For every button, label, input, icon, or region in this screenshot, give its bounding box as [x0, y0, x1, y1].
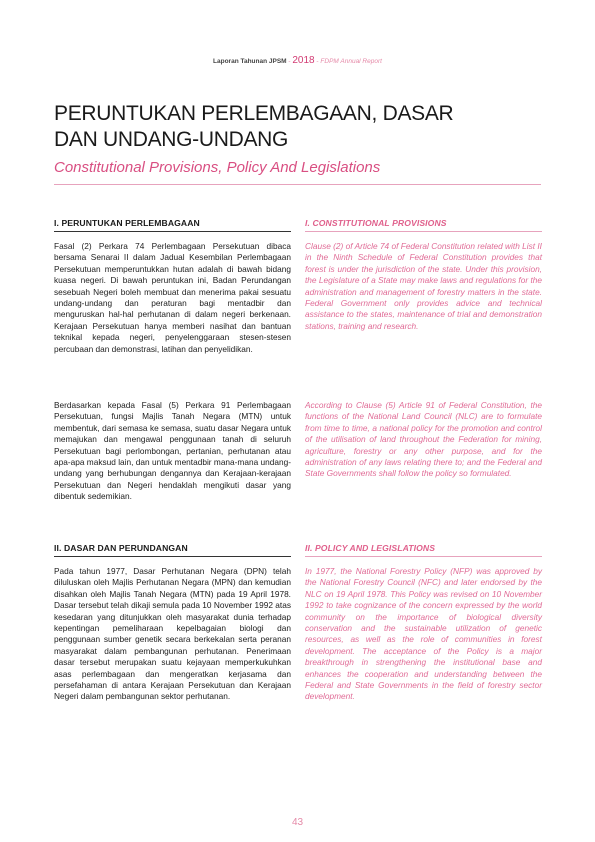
section-2-paragraph-1-en: In 1977, the National Forestry Policy (NFP) was approved by the National Forestry Council (NFC) and later endorsed by the NLC on 19 April 1978. This Policy was revised on 10 November 1992 to take cognizance of the concern expressed by the world community on the importance of biological diversity conservation and the sustainable utilization of genetic resources, as well as the role of communities in forest development. The acceptance of the Policy is a major breakthrough in strengthening the institutional base and enhances the cooperation and understanding between the Federal and State Governments in the field of forestry sector development. [305, 566, 542, 702]
section-2-heading-rule-en [305, 556, 542, 557]
section-1-paragraph-2-en-block [305, 400, 542, 480]
section-1-heading-ms: I. PERUNTUKAN PERLEMBAGAAN [54, 218, 200, 228]
section-2-paragraph-1-en-block [305, 566, 542, 703]
section-2-heading-rule [54, 556, 291, 557]
title-divider [54, 184, 541, 185]
header-year: 2018 [292, 55, 315, 66]
section-1-paragraph-2-ms-block [54, 400, 291, 503]
header-separator: - [286, 58, 293, 65]
section-1-heading-rule [54, 231, 291, 232]
section-1-paragraph-1-en-block [305, 241, 542, 332]
header-separator: - [314, 58, 321, 65]
section-1-heading-ms-block [54, 218, 291, 232]
header-report-en: FDPM Annual Report [320, 58, 382, 65]
section-1-heading-rule-en [305, 231, 542, 232]
running-header [0, 55, 595, 66]
section-1-paragraph-1-ms: Fasal (2) Perkara 74 Perlembagaan Persekutuan dibaca bersama Senarai II dalam Jadual Kesembilan Perlembagaan Persekutuan memperuntukkan hutan adalah di bawah bidang kuasa negeri. Di bawah peruntukan ini, Badan Perundangan sesebuah Negeri boleh membuat dan menerima pakai sesuatu undang-undang dan peraturan bagi mentadbir dan menguruskan hal-hal perhutanan di dalam negeri berkenaan. Kerajaan Persekutuan hanya memberi nasihat dan bantuan teknikal kepada negeri, penyelenggaraan stesen-stesen percubaan dan demonstrasi, latihan dan penyelidikan. [54, 241, 291, 354]
section-2-heading-ms-block [54, 543, 291, 557]
page-title [54, 101, 544, 153]
section-1-heading-en: I. CONSTITUTIONAL PROVISIONS [305, 218, 447, 228]
page-subtitle: Constitutional Provisions, Policy And Legislations [54, 159, 381, 176]
page-title-line-1: PERUNTUKAN PERLEMBAGAAN, DASAR [54, 102, 454, 125]
section-1-paragraph-1-en: Clause (2) of Article 74 of Federal Constitution related with List II in the Ninth Schedule of Federal Constitution provides that forest is under the jurisdiction of the state. Under this provision, the Legislature of a State may make laws and regulations for the administration and management of forestry matters in the state. Federal Government only provides advice and technical assistance to the states, maintenance of trial and demonstration stations, training and research. [305, 241, 542, 331]
section-2-paragraph-1-ms-block [54, 566, 291, 703]
page-title-line-2: DAN UNDANG-UNDANG [54, 128, 289, 151]
section-1-paragraph-2-ms: Berdasarkan kepada Fasal (5) Perkara 91 Perlembagaan Persekutuan, fungsi Majlis Tanah Negara (MTN) untuk membentuk, dari semasa ke semasa, suatu dasar Negara untuk memajukan dan mengawal penggunaan tanah di seluruh Persekutuan bagi perlombongan, pertanian, perhutanan atau apa-apa maksud lain, dan untuk mentadbir mana-mana undang-undang yang berhubungan dengannya dan Kerajaan-kerajaan Persekutuan dan Negeri hendaklah mengikuti dasar yang dibentuk sedemikian. [54, 400, 291, 502]
page-number: 43 [291, 817, 304, 828]
section-2-heading-ms: II. DASAR DAN PERUNDANGAN [54, 543, 188, 553]
section-2-heading-en: II. POLICY AND LEGISLATIONS [305, 543, 436, 553]
section-2-paragraph-1-ms: Pada tahun 1977, Dasar Perhutanan Negara (DPN) telah diluluskan oleh Majlis Perhutanan Negara (MPN) dan kemudian disahkan oleh Majlis Tanah Negara (MTN) pada 19 April 1978. Dasar tersebut telah dikaji semula pada 10 November 1992 atas kesedaran yang ditunjukkan oleh masyarakat dunia terhadap kepentingan pemeliharaan kepelbagaian biologi dan penggunaan sumber genetik secara berkekalan serta peranan masyarakat dalam pembangunan perhutanan. Penerimaan dasar tersebut merupakan suatu kejayaan memperkukuhkan asas perlembagaan dan mengeratkan kerjasama dan persefahaman di antara Kerajaan Persekutuan dan Kerajaan Negeri dalam pembangunan sektor perhutanan. [54, 566, 291, 702]
section-1-paragraph-2-en: According to Clause (5) Article 91 of Federal Constitution, the functions of the National Land Council (NLC) are to formulate from time to time, a national policy for the promotion and control of the utilisation of land throughout the Federation for mining, agriculture, forestry or any other purpose, and for the administration of any laws relating there to; and the Federal and State Governments shall follow the policy so formulated. [305, 400, 542, 479]
section-1-paragraph-1-ms-block [54, 241, 291, 355]
section-2-heading-en-block [305, 543, 542, 557]
header-report-ms: Laporan Tahunan JPSM [213, 58, 287, 65]
section-1-heading-en-block [305, 218, 542, 232]
